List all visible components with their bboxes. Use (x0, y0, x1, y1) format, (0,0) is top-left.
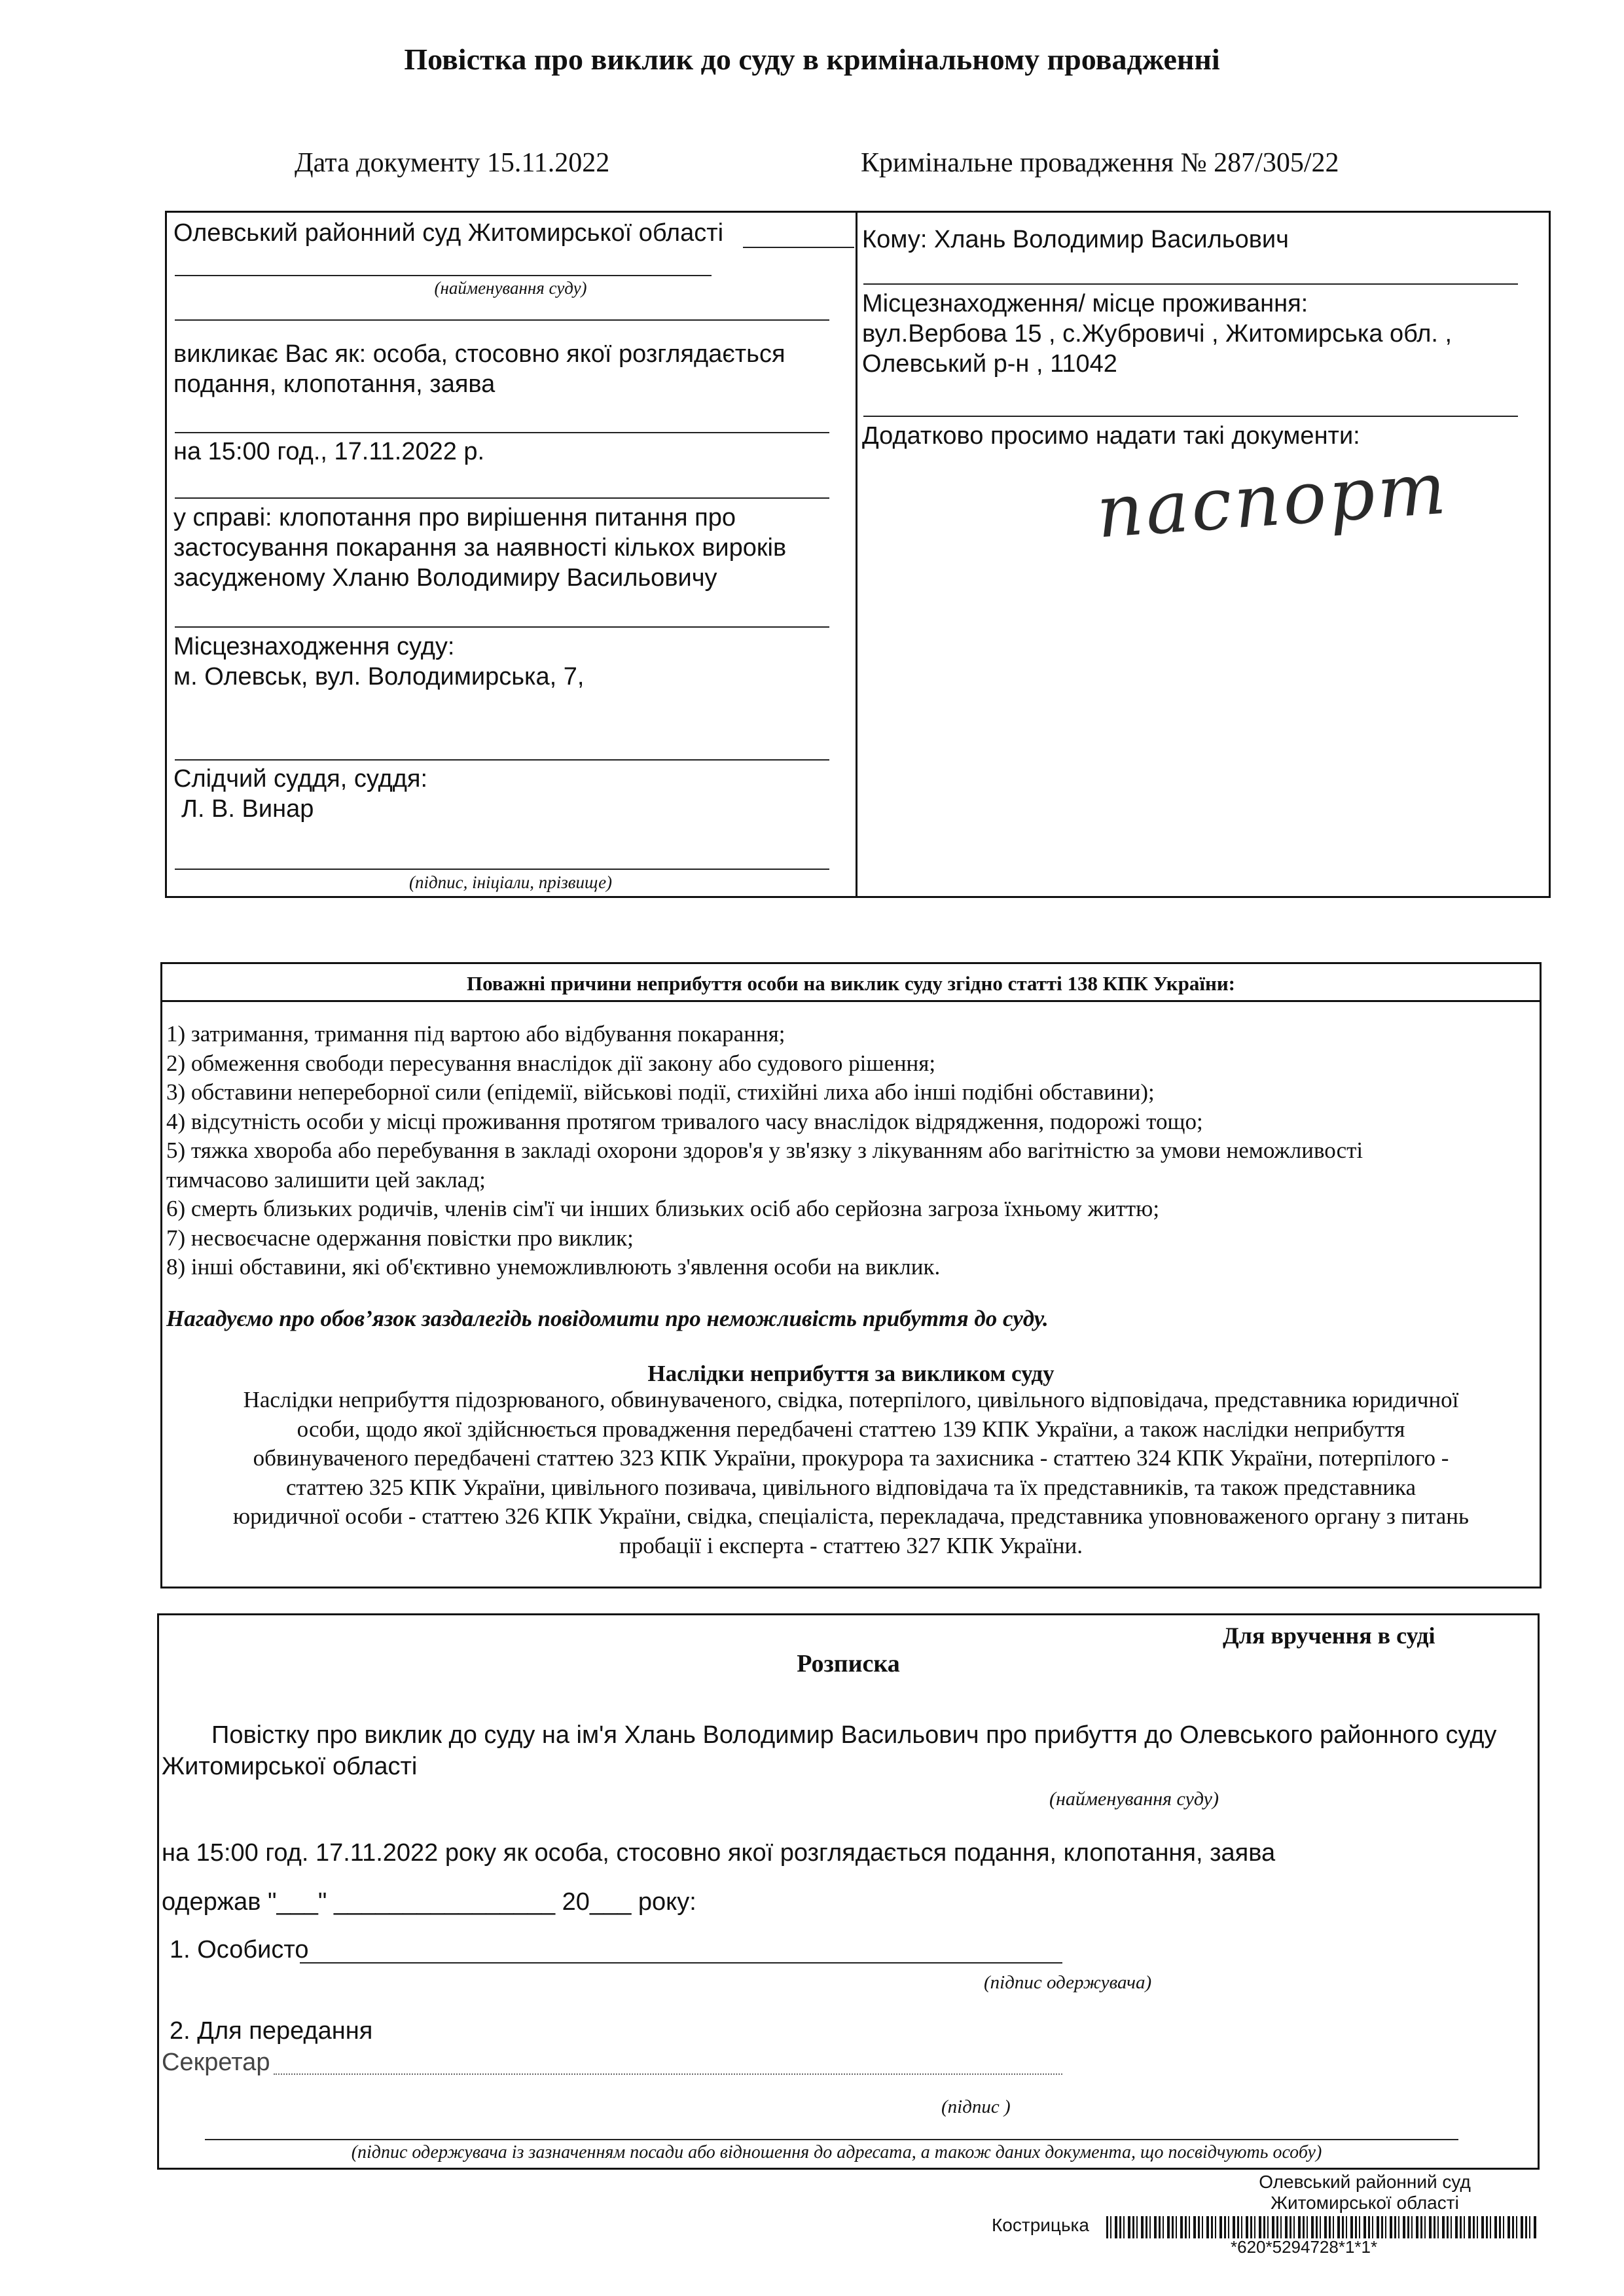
receipt-line: Повістку про виклик до суду на ім'я Хлань Володимир Васильович про прибуття до Олевського районного суду (211, 1721, 1497, 1749)
reasons-box (160, 962, 1542, 1588)
reason-item: 2) обмеження свободи пересування внаслідок дії закону або судового рішення; (166, 1050, 936, 1076)
reason-item: 3) обставини непереборної сили (епідемії, військові події, стихійні лиха або інші подібні обставини); (166, 1079, 1155, 1105)
summons-as-line: подання, клопотання, заява (173, 370, 496, 398)
consequences-line: обвинуваченого передбачені статтею 323 КПК України, прокурора та захисника - статтею 324 КПК України, потерпілого - (253, 1445, 1449, 1471)
reason-item: 8) інші обставини, які об'єктивно унеможливлюють з'явлення особи на виклик. (166, 1254, 941, 1280)
document-date: Дата документу 15.11.2022 (295, 148, 610, 178)
recipient-sign-caption: (підпис одержувача) (984, 1972, 1152, 1993)
case-subject (173, 503, 786, 593)
summons-box (165, 211, 1551, 898)
hearing-time: на 15:00 год., 17.11.2022 р. (173, 438, 485, 465)
transfer-label: 2. Для передання (170, 2017, 373, 2045)
delivery-label: Для вручення в суді (1223, 1623, 1435, 1649)
receipt-line: Житомирської області (162, 1753, 418, 1780)
court-name: Олевський районний суд Житомирської області (173, 219, 724, 247)
stamp-line: Олевський районний суд (1259, 2172, 1471, 2192)
barcode (1106, 2216, 1538, 2238)
summons-as (173, 339, 785, 399)
reasons-heading: Поважні причини неприбуття особи на виклик суду згідно статті 138 КПК України: (466, 972, 1236, 995)
address-line: Олевський р-н , 11042 (862, 350, 1117, 378)
consequences-line: статтею 325 КПК України, цивільного позивача, цивільного відповідача та їх представників, та також представника (285, 1474, 1416, 1500)
consequences-line: юридичної особи - статтею 326 КПК України, свідка, спеціаліста, перекладача, представника уповноваженого органу з питань (232, 1503, 1469, 1529)
consequences-line: Наслідки неприбуття підозрюваного, обвинуваченого, свідка, потерпілого, цивільного відповідача, представника юридичної (243, 1387, 1459, 1412)
secretary-label: Секретар (162, 2049, 270, 2076)
consequences-line: пробації і експерта - статтею 327 КПК України. (619, 1532, 1083, 1558)
judge-name: Л. В. Винар (181, 795, 314, 823)
reason-item: 4) відсутність особи у місці проживання протягом тривалого часу внаслідок відрядження, подорожі тощо; (166, 1108, 1203, 1134)
case-subject-line: у справі: клопотання про вирішення питання про (173, 504, 736, 531)
reasons-list (166, 1020, 1363, 1282)
receipt-title: Розписка (797, 1650, 900, 1677)
received-date-line: одержав "___" ________________ 20___ року: (162, 1888, 696, 1916)
receipt-court-caption: (найменування суду) (1049, 1788, 1219, 1810)
court-caption: (найменування суду) (434, 278, 587, 298)
judge-label: Слідчий суддя, суддя: (173, 765, 428, 793)
reason-item: тимчасово залишити цей заклад; (166, 1166, 486, 1193)
reason-item: 5) тяжка хвороба або перебування в закладі охорони здоров'я у зв'язку з лікуванням або вагітністю за умови неможливості (166, 1138, 1363, 1163)
court-location-label: Місцезнаходження суду: (173, 633, 455, 660)
clerk-name: Кострицька (992, 2215, 1089, 2235)
judge-sign-caption: (підпис, ініціали, прізвище) (408, 872, 613, 892)
address-line: вул.Вербова 15 , с.Жубровичі , Житомирська обл. , (862, 320, 1453, 348)
reason-item: 6) смерть близьких родичів, членів сім'ї чи інших близьких осіб або серйозна загроза їхньому життю; (166, 1196, 1160, 1221)
addressee-address (862, 289, 1452, 379)
page-title: Повістка про виклик до суду в кримінальному провадженні (404, 43, 1220, 76)
secretary-sign-caption: (підпис ) (941, 2096, 1011, 2117)
bottom-sign-caption: (підпис одержувача із зазначенням посади або відношення до адресата, а також даних документа, що посвідчують особу) (351, 2142, 1322, 2162)
consequences-line: особи, щодо якої здійснюється провадження передбачені статтею 139 КПК України, а також наслідки неприбуття (297, 1416, 1405, 1442)
summons-as-line: викликає Вас як: особа, стосовно якої розглядається (173, 340, 785, 368)
personally-label: 1. Особисто (170, 1936, 309, 1964)
receipt-box (157, 1613, 1540, 2170)
consequences-text (162, 1386, 1540, 1560)
case-number: Кримінальне провадження № 287/305/22 (861, 148, 1339, 178)
addressee: Кому: Хлань Володимир Васильович (862, 226, 1289, 253)
judge-block (173, 764, 427, 824)
consequences-heading: Наслідки неприбуття за викликом суду (647, 1361, 1055, 1386)
receipt-line: на 15:00 год. 17.11.2022 року як особа, стосовно якої розглядається подання, клопотання, заява (162, 1839, 1276, 1867)
court-location-address: м. Олевськ, вул. Володимирська, 7, (173, 663, 585, 691)
reason-item: 1) затримання, тримання під вартою або відбування покарання; (166, 1021, 785, 1047)
reminder: Нагадуємо про обов’язок заздалегідь повідомити про неможливість прибуття до суду. (166, 1306, 1049, 1331)
barcode-text: *620*5294728*1*1* (1231, 2237, 1378, 2257)
documents-label: Додатково просимо надати такі документи: (862, 422, 1360, 450)
court-stamp (1221, 2172, 1509, 2214)
handwritten-documents: паспорт (1094, 446, 1451, 554)
case-subject-line: засудженому Хланю Володимиру Васильовичу (173, 564, 717, 592)
reason-item: 7) несвоєчасне одержання повістки про виклик; (166, 1225, 634, 1251)
stamp-line: Житомирської області (1271, 2193, 1459, 2213)
column-divider (856, 213, 857, 896)
address-label: Місцезнаходження/ місце проживання: (862, 290, 1308, 317)
case-subject-line: застосування покарання за наявності кількох вироків (173, 534, 787, 562)
court-location (173, 632, 584, 692)
